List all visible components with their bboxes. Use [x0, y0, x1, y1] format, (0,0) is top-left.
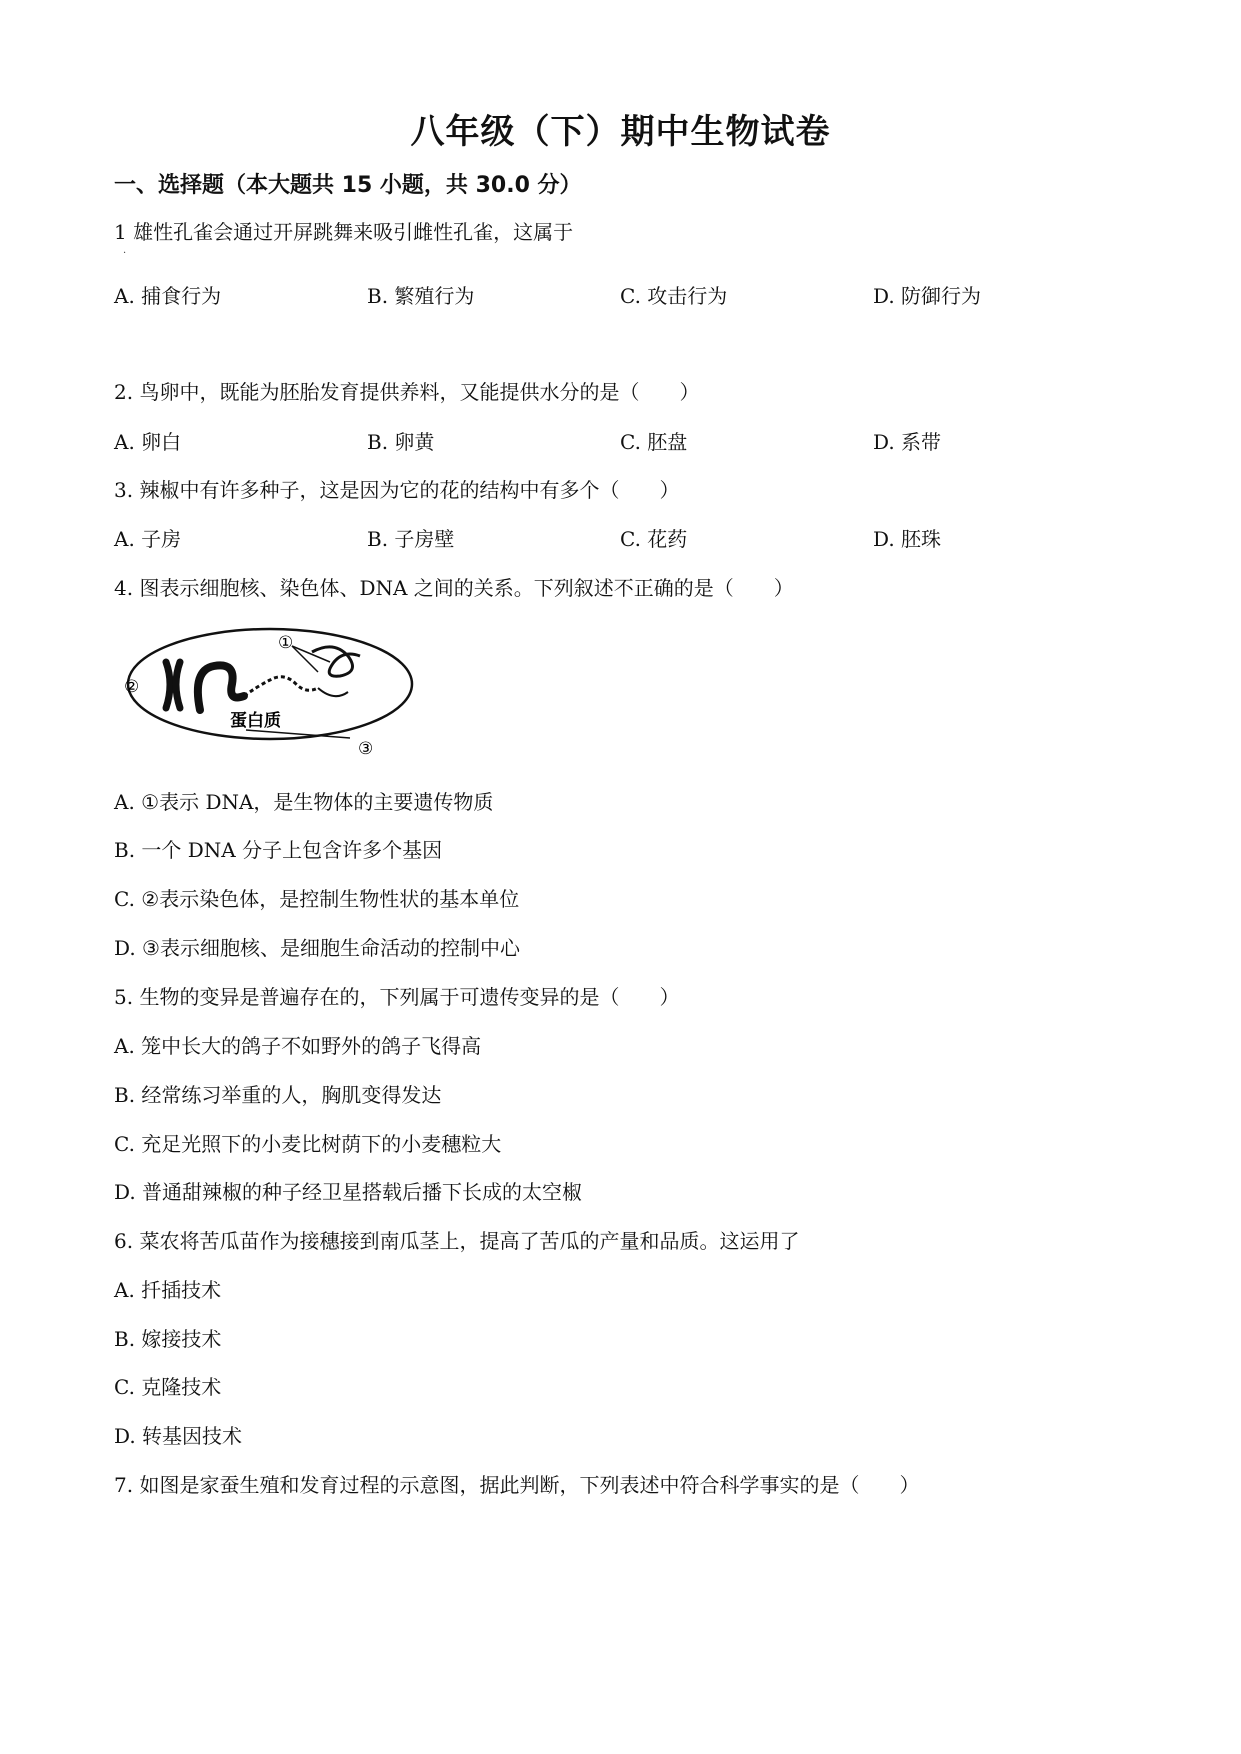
- page-title: 八年级（下）期中生物试卷: [410, 112, 831, 152]
- question-1-option-a: A. 捕食行为: [114, 284, 222, 308]
- question-2-option-b: B. 卵黄: [367, 430, 435, 454]
- question-2-option-d: D. 系带: [873, 430, 942, 454]
- question-4-stem: 4. 图表示细胞核、染色体、DNA 之间的关系。下列叙述不正确的是（ ）: [114, 576, 794, 600]
- chromatin-coil: [198, 665, 244, 710]
- question-2-options: [114, 428, 1114, 456]
- question-1-option-b: B. 繁殖行为: [367, 284, 475, 308]
- question-3-option-c: C. 花药: [620, 527, 688, 551]
- question-3-option-a: A. 子房: [114, 527, 182, 551]
- question-4-option-c: C. ②表示染色体，是控制生物性状的基本单位: [114, 887, 520, 911]
- question-1-mark: ·: [123, 248, 127, 259]
- question-7-stem: 7. 如图是家蚕生殖和发育过程的示意图，据此判断，下列表述中符合科学事实的是（ ）: [114, 1473, 920, 1497]
- question-5-stem: 5. 生物的变异是普遍存在的，下列属于可遗传变异的是（ ）: [114, 985, 680, 1009]
- question-5-option-c: C. 充足光照下的小麦比树荫下的小麦穗粒大: [114, 1132, 502, 1156]
- question-2-stem: 2. 鸟卵中，既能为胚胎发育提供养料，又能提供水分的是（ ）: [114, 380, 700, 404]
- question-6-option-d: D. 转基因技术: [114, 1424, 243, 1448]
- dna-loose-coil: [312, 647, 360, 676]
- dna-tail: [318, 688, 348, 696]
- question-2-option-c: C. 胚盘: [620, 430, 688, 454]
- question-6-stem: 6. 菜农将苦瓜苗作为接穗接到南瓜茎上，提高了苦瓜的产量和品质。这运用了: [114, 1229, 800, 1253]
- question-1-option-c: C. 攻击行为: [620, 284, 728, 308]
- question-3-options: [114, 525, 1114, 553]
- question-4-option-d: D. ③表示细胞核、是细胞生命活动的控制中心: [114, 936, 520, 960]
- question-1-stem: 1 雄性孔雀会通过开屏跳舞来吸引雌性孔雀，这属于: [114, 220, 574, 244]
- question-5-option-a: A. 笼中长大的鸽子不如野外的鸽子飞得高: [114, 1034, 482, 1058]
- question-6-option-b: B. 嫁接技术: [114, 1327, 222, 1351]
- figure-protein-label: 蛋白质: [230, 711, 281, 731]
- figure-label-2: ②: [124, 677, 140, 697]
- question-3-option-d: D. 胚珠: [873, 527, 942, 551]
- section-heading: 一、选择题（本大题共 15 小题，共 30.0 分）: [114, 173, 582, 198]
- question-4-option-a: A. ①表示 DNA，是生物体的主要遗传物质: [114, 790, 494, 814]
- question-6-option-c: C. 克隆技术: [114, 1375, 222, 1399]
- question-1-options: [114, 282, 1114, 310]
- figure-label-3: ③: [358, 739, 374, 759]
- question-6-option-a: A. 扦插技术: [114, 1278, 222, 1302]
- question-4-option-b: B. 一个 DNA 分子上包含许多个基因: [114, 838, 443, 862]
- chromosome-shape: [166, 662, 180, 708]
- question-5-option-d: D. 普通甜辣椒的种子经卫星搭载后播下长成的太空椒: [114, 1180, 583, 1204]
- dna-strand: [244, 677, 318, 696]
- question-3-stem: 3. 辣椒中有许多种子，这是因为它的花的结构中有多个（ ）: [114, 478, 680, 502]
- figure-label-1: ①: [278, 633, 294, 653]
- question-1-option-d: D. 防御行为: [873, 284, 982, 308]
- question-5-option-b: B. 经常练习举重的人，胸肌变得发达: [114, 1083, 442, 1107]
- chromosome-dna-figure: [122, 622, 424, 762]
- question-2-option-a: A. 卵白: [114, 430, 182, 454]
- question-3-option-b: B. 子房壁: [367, 527, 455, 551]
